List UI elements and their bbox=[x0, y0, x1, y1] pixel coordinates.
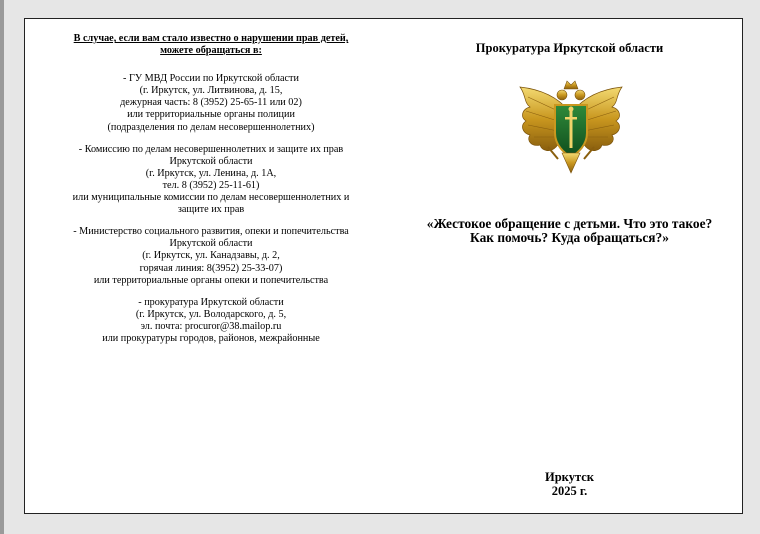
org-police bbox=[25, 73, 397, 133]
org-line: горячая линия: 8(3952) 25-33-07) bbox=[139, 262, 283, 274]
year: 2025 г. bbox=[551, 483, 588, 498]
org-prosecutor bbox=[25, 297, 397, 345]
org-line: (г. Иркутск, ул. Володарского, д. 5, bbox=[135, 308, 287, 320]
contacts-column bbox=[25, 33, 397, 355]
org-line: - прокуратура Иркутской области bbox=[138, 296, 284, 308]
brochure-title bbox=[395, 217, 744, 245]
window-left-edge bbox=[0, 0, 4, 534]
brochure-title-line: «Жестокое обращение с детьми. Что это такое? bbox=[426, 216, 713, 231]
prosecutor-office-title: Прокуратура Иркутской области bbox=[475, 41, 664, 55]
org-line: или территориальные органы полиции bbox=[127, 109, 295, 121]
org-line: - Министерство социального развития, опеки и попечительства bbox=[73, 226, 349, 238]
org-line: (г. Иркутск, ул. Литвинова, д. 15, bbox=[139, 85, 283, 97]
document-page bbox=[24, 18, 743, 514]
city: Иркутск bbox=[545, 470, 594, 484]
contacts-heading bbox=[25, 33, 397, 57]
org-line: защите их прав bbox=[177, 204, 245, 216]
org-line: (г. Иркутск, ул. Ленина, д. 1А, bbox=[145, 167, 277, 179]
org-line: Иркутской области bbox=[169, 155, 253, 167]
org-line: эл. почта: procuror@38.mailop.ru bbox=[140, 320, 282, 332]
cover-column bbox=[395, 19, 744, 513]
org-line: или муниципальные комиссии по делам несовершеннолетних и bbox=[72, 192, 350, 204]
org-line: Иркутской области bbox=[169, 238, 253, 250]
org-line: или территориальные органы опеки и попечительства bbox=[93, 274, 329, 286]
contacts-heading-line: можете обращаться в: bbox=[160, 45, 262, 57]
org-line: дежурная часть: 8 (3952) 25-65-11 или 02) bbox=[120, 97, 302, 109]
org-line: - ГУ МВД России по Иркутской области bbox=[123, 73, 299, 85]
place-and-year bbox=[395, 471, 744, 498]
contacts-heading-line: В случае, если вам стало известно о нарушении прав детей, bbox=[73, 33, 349, 44]
prosecutor-emblem-icon bbox=[512, 77, 630, 177]
org-ministry bbox=[25, 226, 397, 286]
org-line: - Комиссию по делам несовершеннолетних и защите их прав bbox=[78, 143, 344, 155]
brochure-title-line: Как помочь? Куда обращаться?» bbox=[470, 230, 669, 245]
org-commission bbox=[25, 144, 397, 217]
org-line: тел. 8 (3952) 25-11-61) bbox=[162, 179, 260, 191]
org-line: (подразделения по делам несовершеннолетних) bbox=[107, 121, 315, 133]
org-line: (г. Иркутск, ул. Канадзавы, д. 2, bbox=[142, 250, 280, 262]
org-line: или прокуратуры городов, районов, межрайонные bbox=[102, 332, 320, 344]
